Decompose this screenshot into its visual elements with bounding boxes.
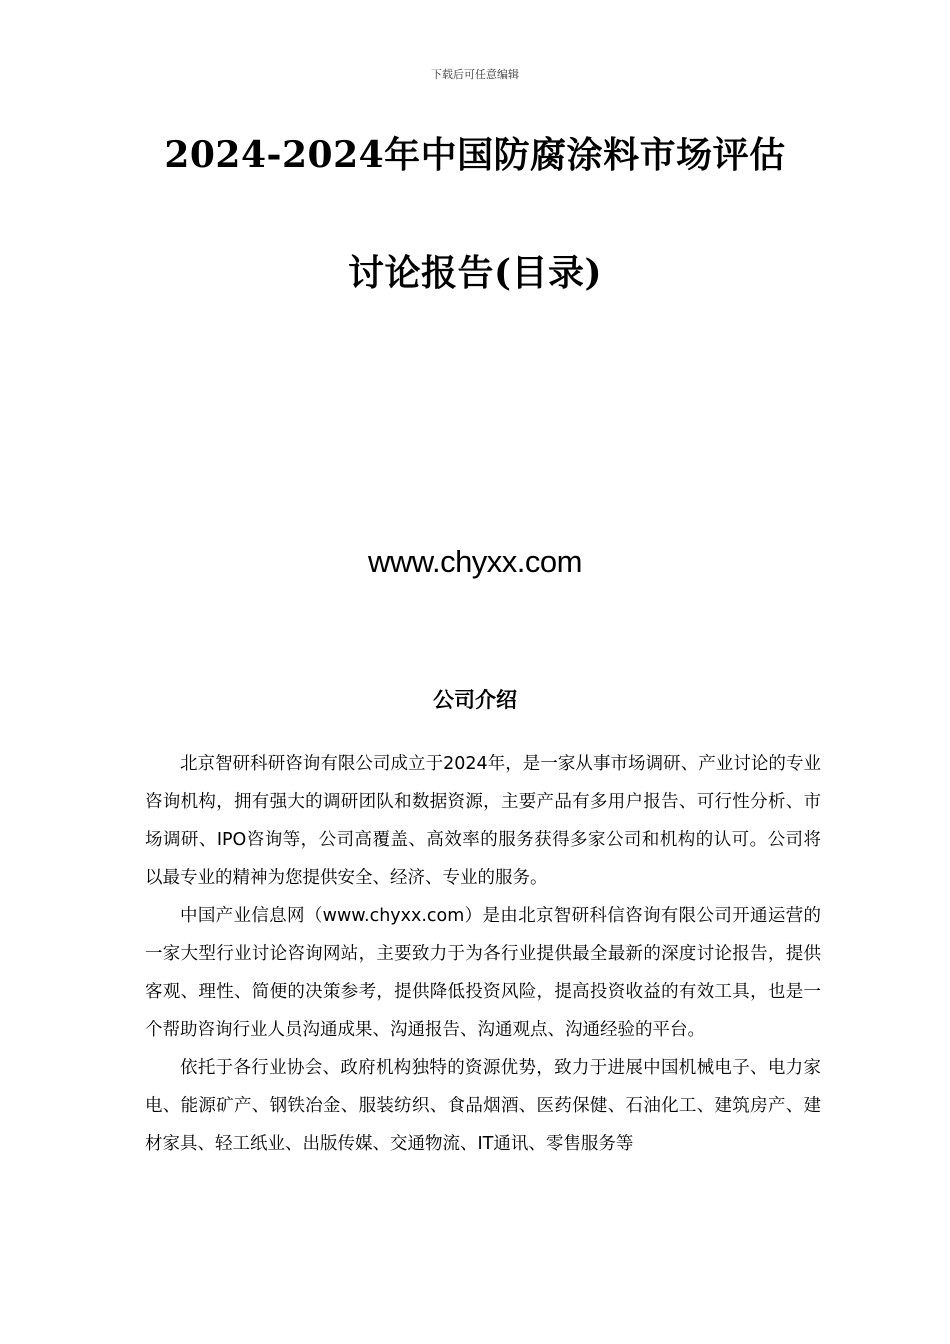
header-note: 下载后可任意编辑	[431, 68, 519, 81]
document-title-line-2: 讨论报告(目录)	[347, 252, 603, 294]
paragraph-3: 依托于各行业协会、政府机构独特的资源优势，致力于进展中国机械电子、电力家电、能源矿产、钢铁冶金、服装纺织、食品烟酒、医药保健、石油化工、建筑房产、建材家具、轻工纸业、出版传媒、交通物流、IT通讯、零售服务等	[145, 1058, 821, 1154]
paragraph-1: 北京智研科研咨询有限公司成立于2024年，是一家从事市场调研、产业讨论的专业咨询机构，拥有强大的调研团队和数据资源，主要产品有多用户报告、可行性分析、市场调研、IPO咨询等，公司高覆盖、高效率的服务获得多家公司和机构的认可。公司将以最专业的精神为您提供安全、经济、专业的服务。	[145, 754, 821, 888]
section-heading: 公司介绍	[433, 688, 517, 712]
document-title-line-1: 2024-2024年中国防腐涂料市场评估	[164, 134, 786, 176]
body-text	[145, 745, 821, 1163]
website-url: www.chyxx.com	[368, 544, 582, 579]
paragraph-2: 中国产业信息网（www.chyxx.com）是由北京智研科信咨询有限公司开通运营的一家大型行业讨论咨询网站，主要致力于为各行业提供最全最新的深度讨论报告，提供客观、理性、简便的决策参考，提供降低投资风险，提高投资收益的有效工具，也是一个帮助咨询行业人员沟通成果、沟通报告、沟通观点、沟通经验的平台。	[145, 906, 821, 1040]
